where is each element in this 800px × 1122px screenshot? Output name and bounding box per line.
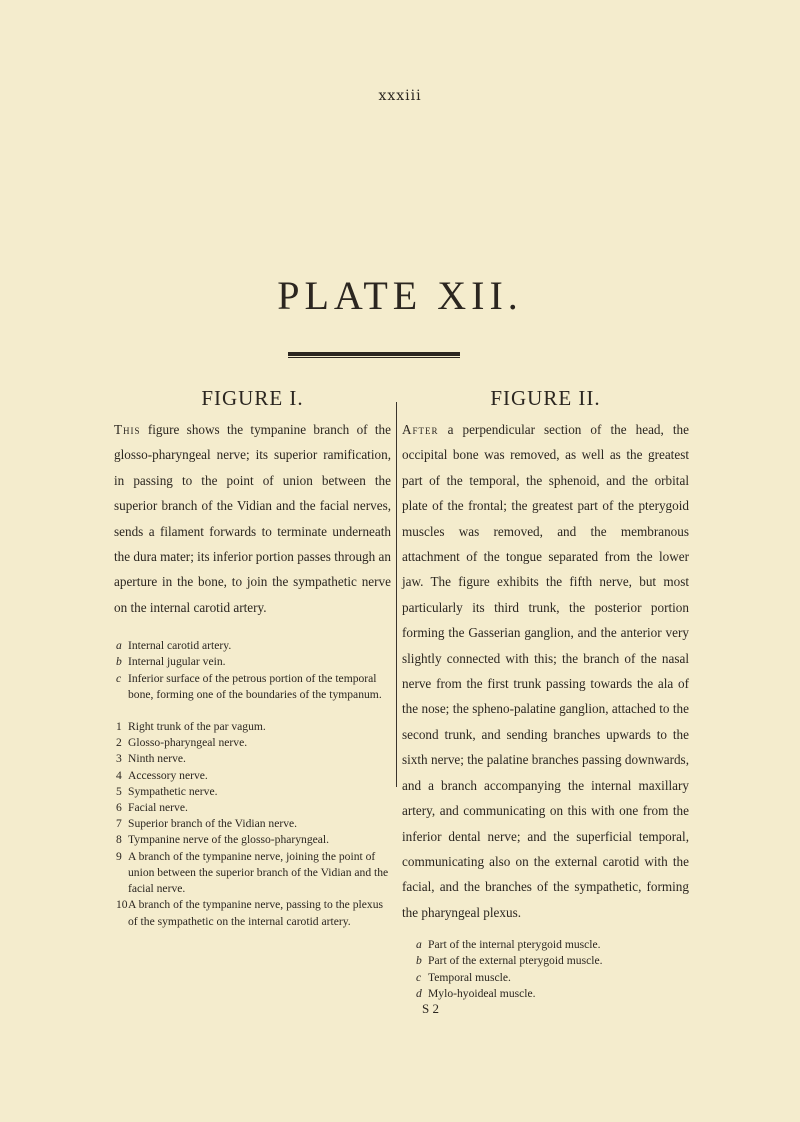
figure-1-column: [114, 386, 391, 930]
legend-text: Ninth nerve.: [128, 752, 186, 766]
legend-key: 1: [116, 720, 122, 734]
legend-text: Right trunk of the par vagum.: [128, 720, 266, 734]
legend-text: Mylo-hyoideal muscle.: [428, 986, 536, 1000]
legend-item: [114, 735, 391, 751]
legend-item: [114, 849, 391, 898]
legend-key: 4: [116, 768, 122, 782]
signature-mark: S 2: [422, 1000, 439, 1016]
legend-key: 3: [116, 752, 122, 766]
figure-1-body: figure shows the tympanine branch of the glosso-pharyngeal nerve; its superior ramification, in passing to the point of union between the superior branch of the Vidian and the facial nerves, sends a filament forwards to terminate underneath the dura mater; its inferior portion passes through an aperture in the bone, to join the sympathetic nerve on the internal carotid artery.: [114, 422, 391, 615]
legend-text: A branch of the tympanine nerve, passing to the plexus of the sympathetic on the internal carotid artery.: [128, 898, 383, 928]
legend-item: [114, 671, 391, 703]
legend-key: d: [416, 986, 422, 1000]
plate-title: PLATE XII.: [277, 273, 523, 318]
legend-text: Temporal muscle.: [428, 970, 511, 984]
figure-2-body: a perpendicular section of the head, the occipital bone was removed, as well as the greatest part of the temporal, the sphenoid, and the orbital plate of the frontal; the greatest part of the pterygoid muscles was removed, and the membranous attachment of the tongue separated from the lower jaw. The figure exhibits the fifth nerve, but most particularly its third trunk, the posterior portion forming the Gasserian ganglion, and the anterior very slightly connected with this; the branch of the nasal nerve from the first trunk passing towards the ala of the nose; the spheno-palatine ganglion, attached to the second trunk, and sending branches upwards to the sixth nerve; the palatine branches passing downwards, and a branch accompanying the internal maxillary artery, and communicating on this with one from the inferior dental nerve; and the superficial temporal, communicating also on the external carotid with the facial, and the branches of the sympathetic, forming the pharyngeal plexus.: [402, 422, 689, 920]
legend-item: [114, 768, 391, 784]
legend-item: [414, 986, 689, 1002]
legend-item: [114, 800, 391, 816]
title-rule: [288, 352, 460, 358]
legend-text: Glosso-pharyngeal nerve.: [128, 736, 248, 750]
legend-key: 10: [116, 898, 128, 912]
legend-key: b: [416, 954, 422, 968]
figure-2-description: [402, 417, 689, 925]
legend-text: Internal jugular vein.: [128, 655, 226, 669]
legend-text: Accessory nerve.: [128, 768, 208, 782]
figure-1-heading: FIGURE I.: [201, 386, 304, 410]
legend-text: Tympanine nerve of the glosso-pharyngeal.: [128, 833, 330, 847]
page-number: xxxiii: [378, 88, 422, 104]
legend-key: a: [416, 938, 422, 952]
figure-1-lead-word: This: [114, 422, 141, 437]
legend-item: [414, 937, 689, 953]
figure-2-column: [402, 386, 689, 1016]
legend-item: [114, 784, 391, 800]
legend-text: A branch of the tympanine nerve, joining the point of union between the superior branch of the Vidian and the facial nerve.: [128, 849, 389, 896]
legend-key: 9: [116, 849, 122, 863]
figure-2-lead-word: After: [402, 422, 439, 437]
legend-key: b: [116, 655, 122, 669]
legend-key: 8: [116, 833, 122, 847]
legend-text: Part of the external pterygoid muscle.: [428, 954, 603, 968]
legend-text: Superior branch of the Vidian nerve.: [128, 817, 298, 831]
figure-1-description: [114, 417, 391, 620]
legend-key: c: [116, 671, 122, 685]
legend-key: 7: [116, 817, 122, 831]
legend-key: 2: [116, 736, 122, 750]
legend-item: [414, 953, 689, 969]
legend-item: [114, 638, 391, 654]
column-divider: [396, 402, 397, 787]
figure-2-letter-legend: [414, 937, 689, 1002]
legend-text: Sympathetic nerve.: [128, 784, 218, 798]
figure-1-number-legend: [114, 719, 391, 930]
legend-text: Facial nerve.: [128, 801, 188, 815]
legend-item: [114, 654, 391, 670]
legend-item: [114, 751, 391, 767]
figure-2-heading: FIGURE II.: [490, 386, 601, 410]
legend-text: Inferior surface of the petrous portion of the temporal bone, forming one of the boundaries of the tympanum.: [128, 671, 382, 701]
legend-key: 5: [116, 784, 122, 798]
legend-item: [114, 897, 391, 929]
legend-item: [114, 719, 391, 735]
legend-key: a: [116, 639, 122, 653]
legend-text: Part of the internal pterygoid muscle.: [428, 938, 601, 952]
figure-1-letter-legend: [114, 638, 391, 703]
legend-key: c: [416, 970, 422, 984]
legend-text: Internal carotid artery.: [128, 639, 232, 653]
legend-item: [414, 970, 689, 986]
legend-key: 6: [116, 801, 122, 815]
legend-item: [114, 832, 391, 848]
legend-item: [114, 816, 391, 832]
